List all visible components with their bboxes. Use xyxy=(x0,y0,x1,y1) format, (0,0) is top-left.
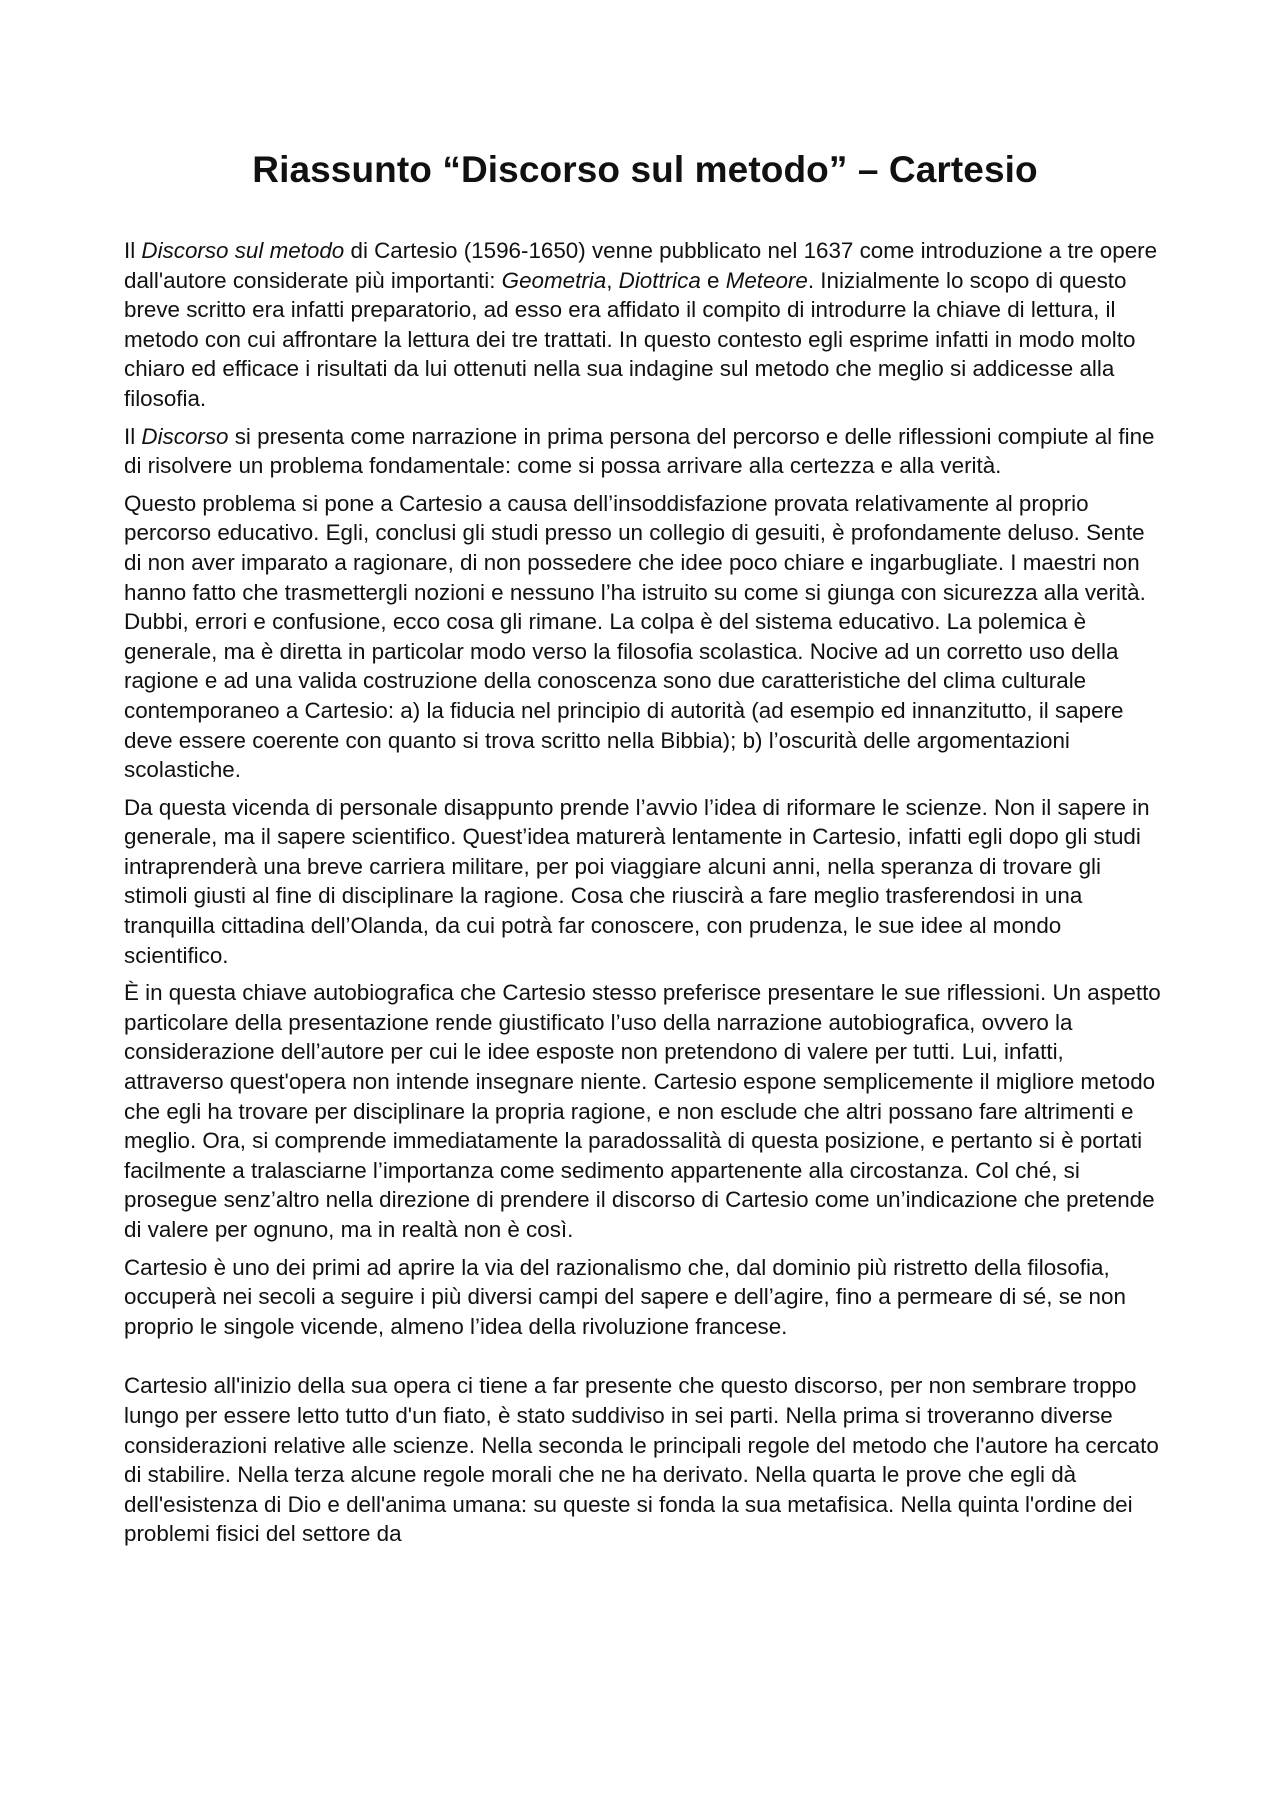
p2-italic-discorso: Discorso xyxy=(141,423,229,449)
p1-text-i: . Inizialmente lo scopo di questo breve scritto era infatti preparatorio, ad esso era affidato il compito di introdurre la chiave di lettura, il metodo con cui affrontare la lettura dei tre trattati. In questo contesto egli esprime infatti in modo molto chiaro ed efficace i risultati da lui ottenuti nella sua indagine sul metodo che meglio si addicesse alla filosofia. xyxy=(124,267,1136,411)
p2-text-c: si presenta come narrazione in prima persona del percorso e delle riflessioni compiute al fine di risolvere un problema fondamentale: come si possa arrivare alla certezza e alla verità. xyxy=(124,423,1155,479)
paragraph-3: Questo problema si pone a Cartesio a causa dell’insoddisfazione provata relativamente al proprio percorso educativo. Egli, conclusi gli studi presso un collegio di gesuiti, è profondamente deluso. Sente di non aver imparato a ragionare, di non possedere che idee poco chiare e ingarbugliate. I maestri non hanno fatto che trasmettergli nozioni e nessuno l’ha istruito su come si giunga con sicurezza alla verità. Dubbi, errori e confusione, ecco cosa gli rimane. La colpa è del sistema educativo. La polemica è generale, ma è diretta in particolar modo verso la filosofia scolastica. Nocive ad un corretto uso della ragione e ad una valida costruzione della conoscenza sono due caratteristiche del clima culturale contemporaneo a Cartesio: a) la fiducia nel principio di autorità (ad esempio ed innanzitutto, il sapere deve essere coerente con quanto si trova scritto nella Bibbia); b) l’oscurità delle argomentazioni scolastiche. xyxy=(124,490,1146,783)
p1-text-e: , xyxy=(606,267,619,293)
p1-italic-diottrica: Diottrica xyxy=(618,267,701,293)
document-body xyxy=(124,236,1166,1557)
paragraph-6: Cartesio è uno dei primi ad aprire la via del razionalismo che, dal dominio più ristretto della filosofia, occuperà nei secoli a seguire i più diversi campi del sapere e dell’agire, fino a permeare di sé, se non proprio le singole vicende, almeno l’idea della rivoluzione francese. xyxy=(124,1254,1126,1339)
paragraph-5: È in questa chiave autobiografica che Cartesio stesso preferisce presentare le sue riflessioni. Un aspetto particolare della presentazione rende giustificato l’uso della narrazione autobiografica, ovvero la considerazione dell’autore per cui le idee esposte non pretendono di valere per tutti. Lui, infatti, attraverso quest'opera non intende insegnare niente. Cartesio espone semplicemente il migliore metodo che egli ha trovare per disciplinare la propria ragione, e non esclude che altri possano fare altrimenti e meglio. Ora, si comprende immediatamente la paradossalità di questa posizione, e pertanto si è portati facilmente a tralasciarne l’importanza come sedimento appartenente alla circostanza. Col ché, si prosegue senz’altro nella direzione di prendere il discorso di Cartesio come un’indicazione che pretende di valere per ognuno, ma in realtà non è così. xyxy=(124,980,1161,1242)
paragraph-2 xyxy=(124,422,1166,481)
p1-text-a: Il xyxy=(124,238,142,263)
paragraph-1 xyxy=(124,236,1166,414)
paragraph-7: Cartesio all'inizio della sua opera ci tiene a far presente che questo discorso, per non sembrare troppo lungo per essere letto tutto d'un fiato, è stato suddiviso in sei parti. Nella prima si troveranno diverse considerazioni relative alle scienze. Nella seconda le principali regole del metodo che l'autore ha cercato di stabilire. Nella terza alcune regole morali che ne ha derivato. Nella quarta le prove che egli dà dell'esistenza di Dio e dell'anima umana: su queste si fonda la sua metafisica. Nella quinta l'ordine dei problemi fisici del settore da xyxy=(124,1373,1159,1547)
paragraph-4: Da questa vicenda di personale disappunto prende l’avvio l’idea di riformare le scienze. Non il sapere in generale, ma il sapere scientifico. Quest’idea maturerà lentamente in Cartesio, infatti egli dopo gli studi intraprenderà una breve carriera militare, per poi viaggiare alcuni anni, nella speranza di trovare gli stimoli giusti al fine di disciplinare la ragione. Cosa che riuscirà a fare meglio trasferendosi in una tranquilla cittadina dell’Olanda, da cui potrà far conoscere, con prudenza, le sue idee al mondo scientifico. xyxy=(124,794,1150,968)
p1-italic-geometria: Geometria xyxy=(501,267,607,293)
p2-text-a: Il xyxy=(124,423,142,449)
p1-text-g: e xyxy=(700,267,726,293)
p1-italic-meteore: Meteore xyxy=(725,267,808,293)
p1-italic-title: Discorso sul metodo xyxy=(141,238,345,263)
document-title: Riassunto “Discorso sul metodo” – Cartesio xyxy=(252,149,1038,190)
p1-text-c: di Cartesio (1596-1650) venne pubblicato nel 1637 come introduzione a tre opere dall'autore considerate più importanti: xyxy=(124,238,1158,293)
